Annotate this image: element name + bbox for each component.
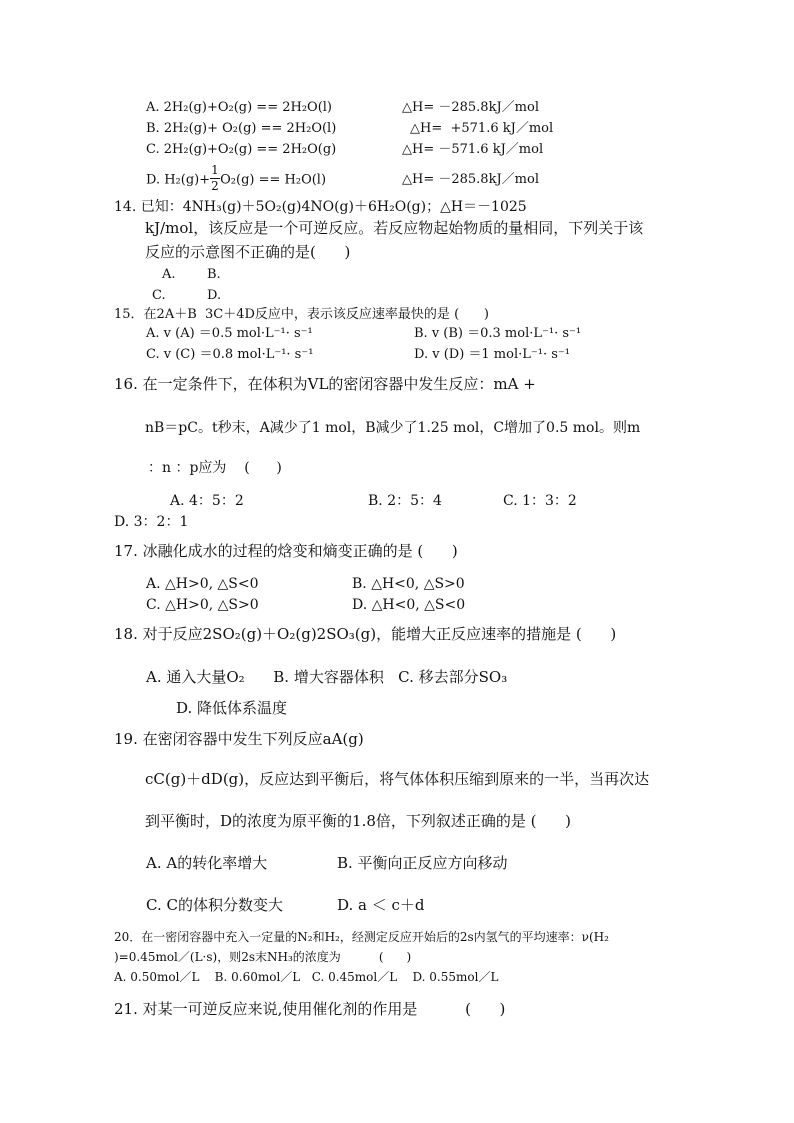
q18-options-abc: A. 通入大量O₂ B. 增大容器体积 C. 移去部分SO₃ bbox=[146, 668, 508, 686]
fraction-denominator: 2 bbox=[211, 179, 219, 193]
q19-stem-line2: cC(g)＋dD(g)，反应达到平衡后，将气体体积压缩到原来的一半，当再次达 bbox=[145, 770, 650, 788]
q19-option-b: B. 平衡向正反应方向移动 bbox=[337, 854, 508, 872]
q18-stem: 18. 对于反应2SO₂(g)＋O₂(g)2SO₃(g)，能增大正反应速率的措施是 ( ) bbox=[114, 625, 617, 643]
q17-option-d: D. △H<0, △S<0 bbox=[352, 597, 466, 613]
q13-d-fraction bbox=[210, 163, 220, 193]
q14-option-b: B. bbox=[207, 267, 221, 282]
q15-option-a: A. v (A) ＝0.5 mol·L⁻¹· s⁻¹ bbox=[146, 326, 313, 341]
q14-option-d: D. bbox=[207, 288, 222, 303]
q17-option-b: B. △H<0, △S>0 bbox=[352, 576, 465, 592]
q18-option-d: D. 降低体系温度 bbox=[176, 699, 288, 717]
q17-option-c: C. △H>0, △S>0 bbox=[146, 597, 259, 613]
q13-option-b-equation: B. 2H₂(g)+ O₂(g) == 2H₂O(l) bbox=[146, 121, 337, 136]
q14-stem-line2: kJ/mol，该反应是一个可逆反应。若反应物起始物质的量相同，下列关于该 bbox=[145, 219, 644, 237]
q13-option-d-equation bbox=[146, 163, 327, 193]
q19-stem-line3: 到平衡时，D的浓度为原平衡的1.8倍，下列叙述正确的是 ( ) bbox=[145, 812, 571, 830]
q13-option-c-enthalpy: △H= －571.6 kJ／mol bbox=[402, 142, 544, 157]
q16-stem-line1: 16. 在一定条件下，在体积为VL的密闭容器中发生反应：mA + bbox=[114, 375, 536, 393]
q13-option-d-enthalpy: △H= －285.8kJ／mol bbox=[402, 172, 539, 187]
q19-stem-line1: 19. 在密闭容器中发生下列反应aA(g) bbox=[114, 730, 364, 748]
q15-stem: 15．在2A＋B 3C＋4D反应中，表示该反应速率最快的是 ( ) bbox=[114, 307, 490, 322]
q17-stem: 17. 冰融化成水的过程的焓变和熵变正确的是 ( ) bbox=[114, 542, 458, 560]
q16-option-d: D. 3：2：1 bbox=[114, 514, 189, 530]
q13-option-a-equation: A. 2H₂(g)+O₂(g) == 2H₂O(l) bbox=[146, 100, 332, 115]
q20-stem-line1: 20．在一密闭容器中充入一定量的N₂和H₂，经测定反应开始后的2s内氢气的平均速率：ν(H₂ bbox=[114, 930, 609, 944]
q13-option-a-enthalpy: △H= －285.8kJ／mol bbox=[402, 100, 539, 115]
q16-option-b: B. 2：5：4 bbox=[368, 493, 442, 509]
q15-option-d: D. v (D) ＝1 mol·L⁻¹· s⁻¹ bbox=[414, 347, 570, 362]
q15-option-c: C. v (C) ＝0.8 mol·L⁻¹· s⁻¹ bbox=[146, 347, 314, 362]
q21-stem: 21. 对某一可逆反应来说,使用催化剂的作用是 ( ) bbox=[114, 1000, 506, 1018]
q14-stem-line1: 14. 已知：4NH₃(g)＋5O₂(g)4NO(g)＋6H₂O(g)；△H＝－1025 bbox=[114, 199, 527, 215]
q14-option-a: A. bbox=[162, 267, 176, 282]
q19-option-d: D. a ＜ c＋d bbox=[337, 896, 425, 914]
q19-option-c: C. C的体积分数变大 bbox=[146, 896, 283, 914]
q16-option-a: A. 4：5：2 bbox=[170, 493, 244, 509]
q16-stem-line3: ：n ：p应为 ( ) bbox=[148, 460, 282, 476]
q15-option-b: B. v (B) ＝0.3 mol·L⁻¹· s⁻¹ bbox=[414, 326, 582, 341]
q14-option-c: C. bbox=[152, 288, 166, 303]
q14-stem-line3: 反应的示意图不正确的是( ) bbox=[145, 243, 351, 261]
q20-stem-line2: )=0.45mol／(L·s)，则2s末NH₃的浓度为 ( ) bbox=[114, 950, 412, 964]
q13-option-c-equation: C. 2H₂(g)+O₂(g) == 2H₂O(g) bbox=[146, 142, 337, 157]
q17-option-a: A. △H>0, △S<0 bbox=[146, 576, 259, 592]
q20-options: A. 0.50mol／L B. 0.60mol／L C. 0.45mol／L D. 0.55mol／L bbox=[114, 970, 499, 984]
q16-stem-line2: nB＝pC。t秒末，A减少了1 mol，B减少了1.25 mol，C增加了0.5 mol。则m bbox=[145, 420, 641, 436]
q13-d-prefix: D. H₂(g)+ bbox=[146, 172, 211, 188]
q16-option-c: C. 1：3：2 bbox=[503, 493, 577, 509]
q19-option-a: A. A的转化率增大 bbox=[146, 854, 268, 872]
q13-option-b-enthalpy: △H= +571.6 kJ／mol bbox=[410, 121, 554, 136]
fraction-numerator: 1 bbox=[211, 163, 219, 177]
q13-d-suffix: O₂(g) == H₂O(l) bbox=[220, 172, 327, 188]
